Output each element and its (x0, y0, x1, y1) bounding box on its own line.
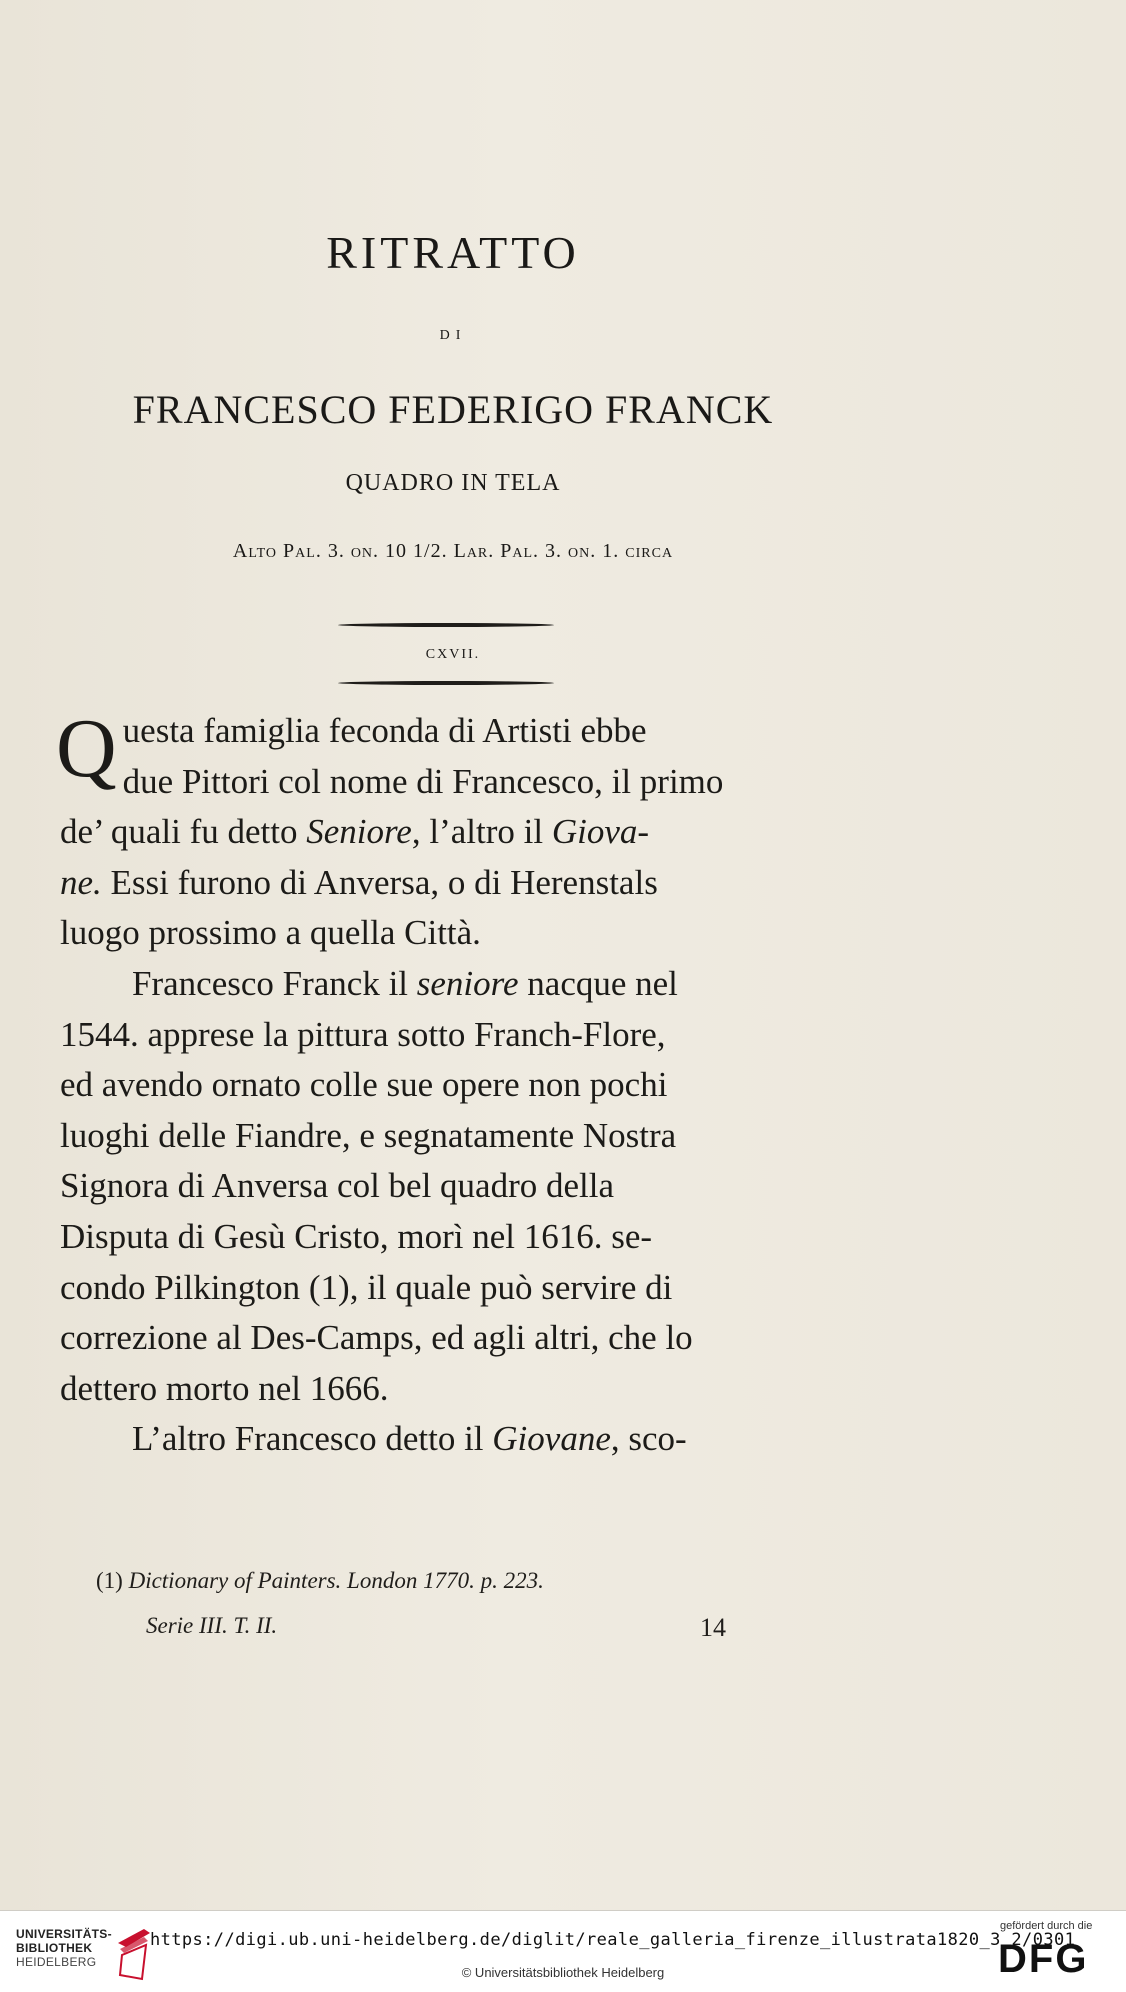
text-line: ne. Essi furono di Anversa, o di Herenstals (60, 862, 658, 902)
library-name-line2: BIBLIOTHEK (16, 1941, 93, 1955)
text-line: uesta famiglia feconda di Artisti ebbe (122, 711, 647, 750)
library-logo-text[interactable] (16, 1927, 112, 1969)
text-line: luoghi delle Fiandre, e segnatamente Nostra (60, 1115, 677, 1155)
drop-cap: Q (56, 702, 117, 795)
text-line: L’altro Francesco detto il Giovane, sco- (132, 1419, 687, 1459)
text-line: 1544. apprese la pittura sotto Franch-Flore, (60, 1014, 666, 1054)
funded-by-label: gefördert durch die (1000, 1920, 1093, 1932)
plate-number: CXVII. (425, 647, 481, 662)
text-line: due Pittori col nome di Francesco, il primo (122, 761, 724, 801)
title-medium: QUADRO IN TELA (345, 470, 561, 496)
footnote-text: Dictionary of Painters. London (128, 1568, 418, 1593)
title-artist-name: FRANCESCO FEDERIGO FRANCK (132, 387, 774, 432)
signature-mark: Serie III. T. II. (146, 1613, 278, 1638)
title-di: DI (439, 328, 467, 343)
library-name-line3: HEIDELBERG (16, 1955, 97, 1969)
body-text (56, 702, 830, 1465)
footnote (96, 1568, 796, 1594)
copyright-notice: © Universitätsbibliothek Heidelberg (461, 1965, 665, 1980)
title-ritratto: RITRATTO (326, 227, 580, 278)
text-line: condo Pilkington (1), il quale può servire di (60, 1267, 673, 1307)
text-line: correzione al Des-Camps, ed agli altri, che lo (60, 1318, 693, 1358)
footnote-citation: 1770. p. 223. (423, 1568, 544, 1593)
text-line: Disputa di Gesù Cristo, morì nel 1616. se- (60, 1216, 653, 1256)
permalink-url[interactable]: https://digi.ub.uni-heidelberg.de/diglit/reale_galleria_firenze_illustrata1820_3_2/0301 (150, 1930, 1076, 1950)
dfg-logo[interactable]: DFG (998, 1937, 1089, 1981)
text-line: luogo prossimo a quella Città. (60, 913, 481, 953)
title-dimensions: Alto Pal. 3. on. 10 1/2. Lar. Pal. 3. on. 1. circa (232, 540, 674, 562)
text-line: ed avendo ornato colle sue opere non pochi (60, 1065, 668, 1105)
ornamental-rule-bottom (338, 681, 554, 685)
library-name-line1: UNIVERSITÄTS- (16, 1927, 112, 1941)
text-line: Francesco Franck il seniore nacque nel (132, 963, 678, 1003)
text-line: de’ quali fu detto Seniore, l’altro il Giova- (60, 812, 650, 852)
footnote-marker: (1) (96, 1568, 123, 1593)
viewer-footer (0, 1910, 1126, 1992)
page-number: 14 (700, 1613, 726, 1642)
text-line: dettero morto nel 1666. (60, 1368, 389, 1408)
text-line: Signora di Anversa col bel quadro della (60, 1166, 615, 1206)
ornamental-rule-top (338, 623, 554, 627)
